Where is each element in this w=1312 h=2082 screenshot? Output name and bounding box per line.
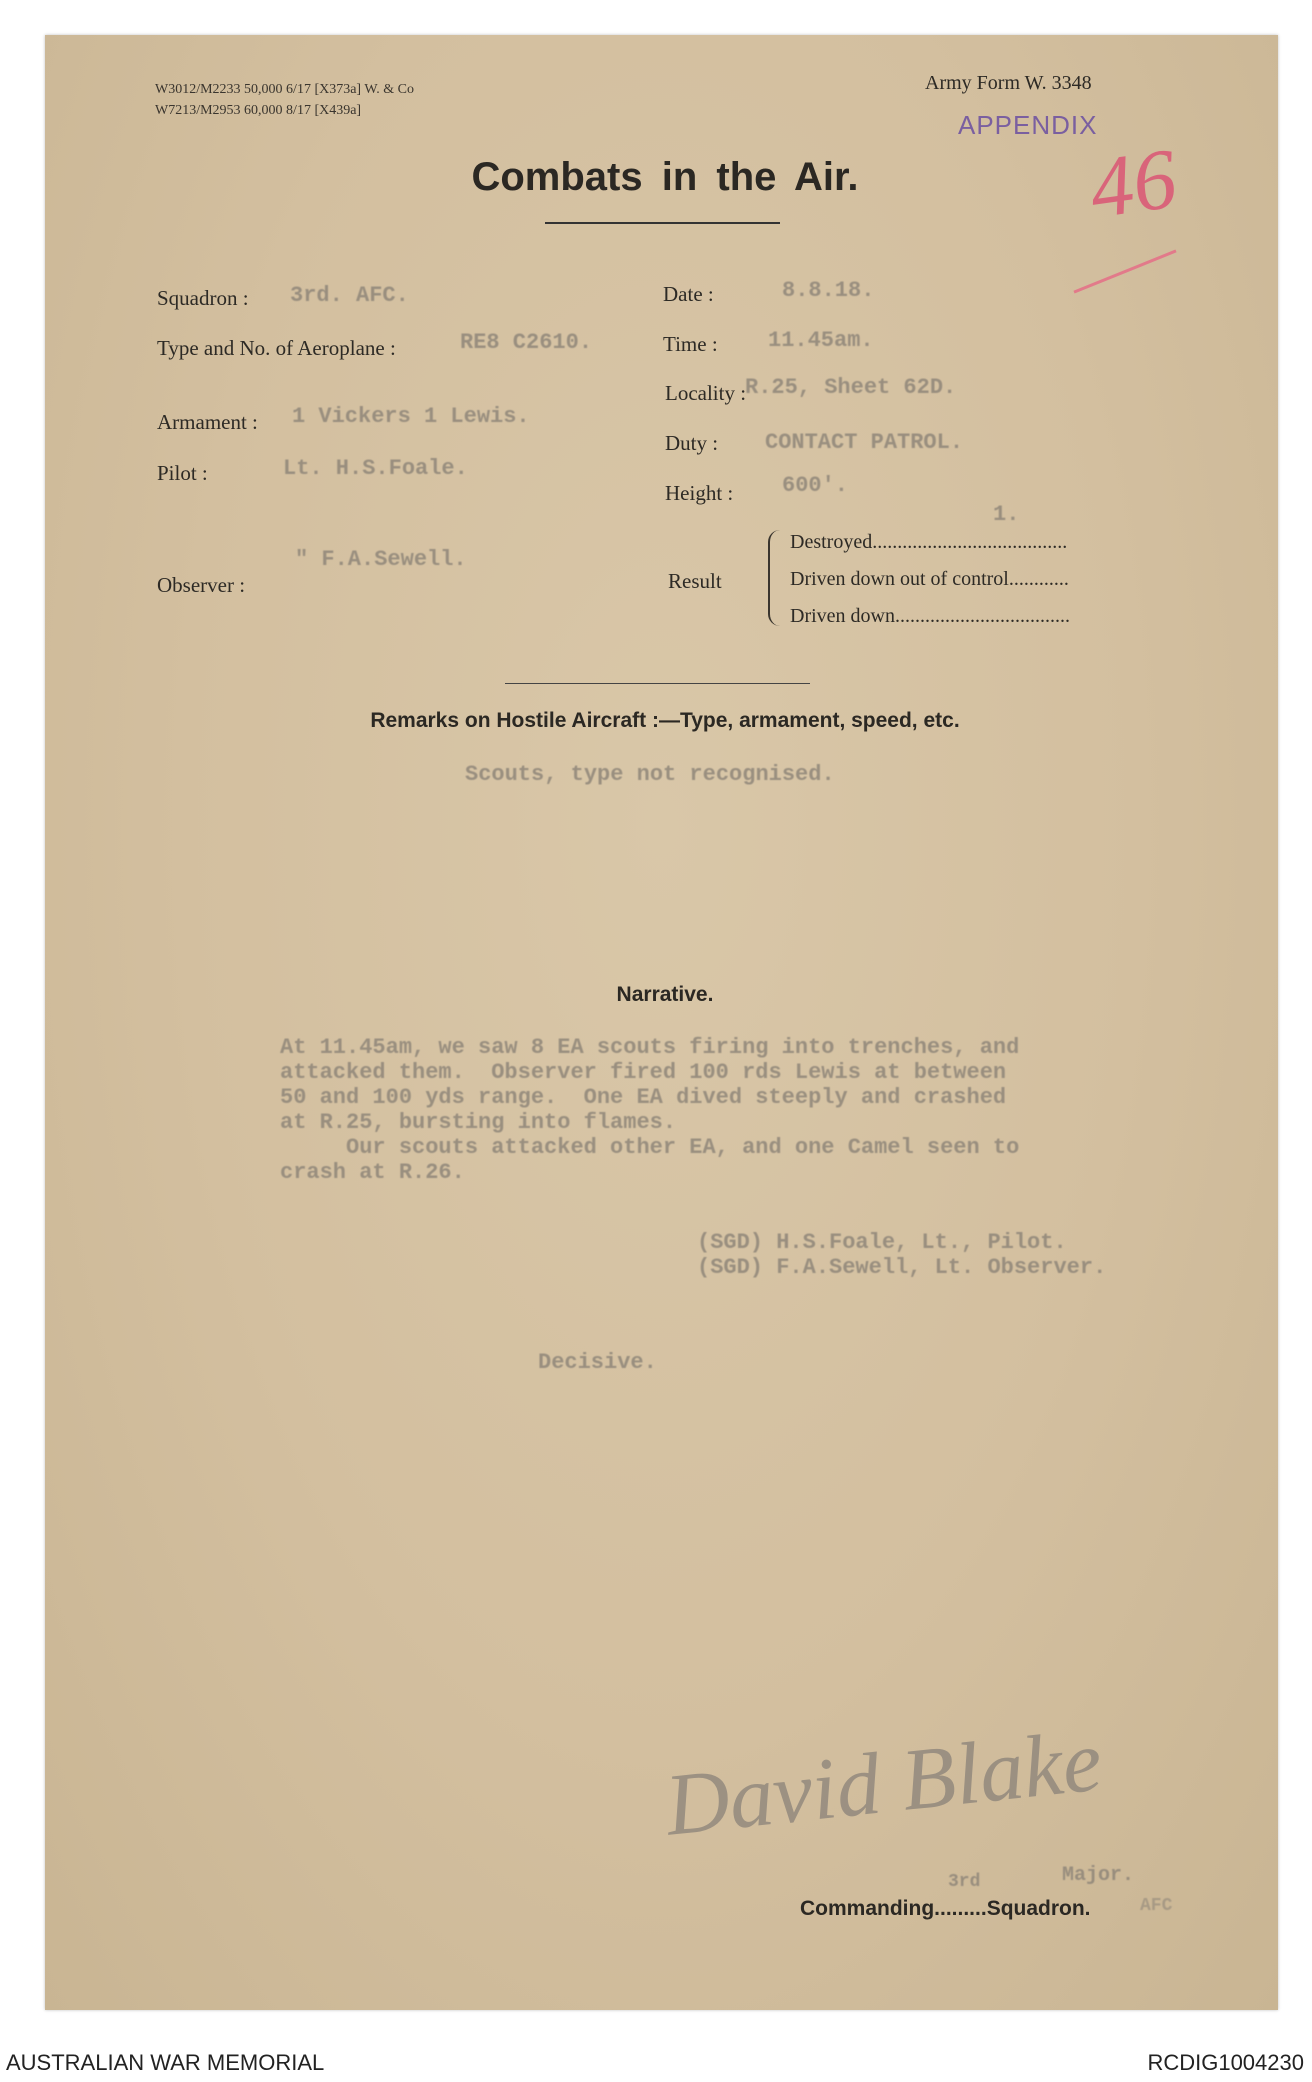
pilot-value: Lt. H.S.Foale. xyxy=(283,456,468,481)
page-title: Combats in the Air. xyxy=(471,155,859,199)
armament-value: 1 Vickers 1 Lewis. xyxy=(292,404,530,429)
assessment: Decisive. xyxy=(538,1350,657,1375)
result-out-of-control: Driven down out of control............ xyxy=(790,568,1069,590)
squadron-number: 3rd xyxy=(948,1872,981,1892)
typed-signatures xyxy=(697,1230,1106,1280)
title-underline xyxy=(545,222,780,224)
narrative-line: at R.25, bursting into flames. xyxy=(280,1110,677,1135)
driven-down-label: Driven down xyxy=(790,605,895,627)
observer-value: " F.A.Sewell. xyxy=(295,547,467,572)
squadron-label: Squadron : xyxy=(157,286,249,310)
narrative-heading: Narrative. xyxy=(616,983,714,1006)
narrative-line: crash at R.26. xyxy=(280,1160,465,1185)
army-form-number: Army Form W. 3348 xyxy=(925,72,1092,94)
commanding-line xyxy=(800,1897,1091,1921)
pilot-label: Pilot : xyxy=(157,461,208,485)
narrative-line: At 11.45am, we saw 8 EA scouts firing into trenches, and xyxy=(280,1035,1020,1060)
page-number-handwritten: 46 xyxy=(1083,129,1183,237)
duty-label: Duty : xyxy=(665,431,719,455)
footer-institution: AUSTRALIAN WAR MEMORIAL xyxy=(6,2050,325,2075)
pilot-signature-line: (SGD) H.S.Foale, Lt., Pilot. xyxy=(697,1230,1067,1255)
result-brace xyxy=(768,530,784,626)
result-label: Result xyxy=(668,569,722,593)
locality-value: R.25, Sheet 62D. xyxy=(745,375,957,400)
destroyed-label: Destroyed xyxy=(790,531,873,553)
time-value: 11.45am. xyxy=(768,328,874,353)
duty-value: CONTACT PATROL. xyxy=(765,430,964,455)
commanding-dots: ......... xyxy=(934,1897,987,1920)
narrative-line: attacked them. Observer fired 100 rds Lewis at between xyxy=(280,1060,1007,1085)
commanding-officer-signature: David Blake xyxy=(661,1712,1107,1855)
squadron-value: 3rd. AFC. xyxy=(290,283,409,308)
armament-label: Armament : xyxy=(157,410,258,434)
height-label: Height : xyxy=(665,481,734,505)
squadron-label-footer: Squadron. xyxy=(986,1897,1091,1920)
narrative-text xyxy=(280,1035,1019,1185)
narrative-line: 50 and 100 yds range. One EA dived steeply and crashed xyxy=(280,1085,1007,1110)
print-code-2: W7213/M2953 60,000 8/17 [X439a] xyxy=(155,103,362,118)
footer-record-id: RCDIG1004230 xyxy=(1147,2050,1304,2075)
result-driven-down: Driven down................................... xyxy=(790,605,1070,627)
date-label: Date : xyxy=(663,282,714,306)
print-code-1: W3012/M2233 50,000 6/17 [X373a] W. & Co xyxy=(155,82,414,97)
aeroplane-value: RE8 C2610. xyxy=(460,330,593,355)
aeroplane-label: Type and No. of Aeroplane : xyxy=(157,336,396,360)
section-divider xyxy=(505,683,810,684)
narrative-line: Our scouts attacked other EA, and one Camel seen to xyxy=(280,1135,1020,1160)
observer-label: Observer : xyxy=(157,573,246,597)
time-label: Time : xyxy=(663,332,718,356)
observer-signature-line: (SGD) F.A.Sewell, Lt. Observer. xyxy=(697,1255,1107,1280)
commanding-rank: Major. xyxy=(1062,1864,1135,1887)
date-value: 8.8.18. xyxy=(782,278,875,303)
out-of-control-label: Driven down out of control xyxy=(790,568,1009,590)
remarks-text: Scouts, type not recognised. xyxy=(465,762,835,787)
destroyed-value: 1. xyxy=(993,502,1020,527)
remarks-heading: Remarks on Hostile Aircraft :—Type, armament, speed, etc. xyxy=(370,709,960,732)
locality-label: Locality : xyxy=(665,381,747,405)
appendix-stamp: APPENDIX xyxy=(958,110,1098,140)
height-value: 600'. xyxy=(782,473,849,498)
commanding-label: Commanding xyxy=(800,1897,935,1920)
squadron-unit: AFC xyxy=(1140,1896,1173,1916)
result-destroyed: Destroyed....................................... xyxy=(790,531,1068,553)
